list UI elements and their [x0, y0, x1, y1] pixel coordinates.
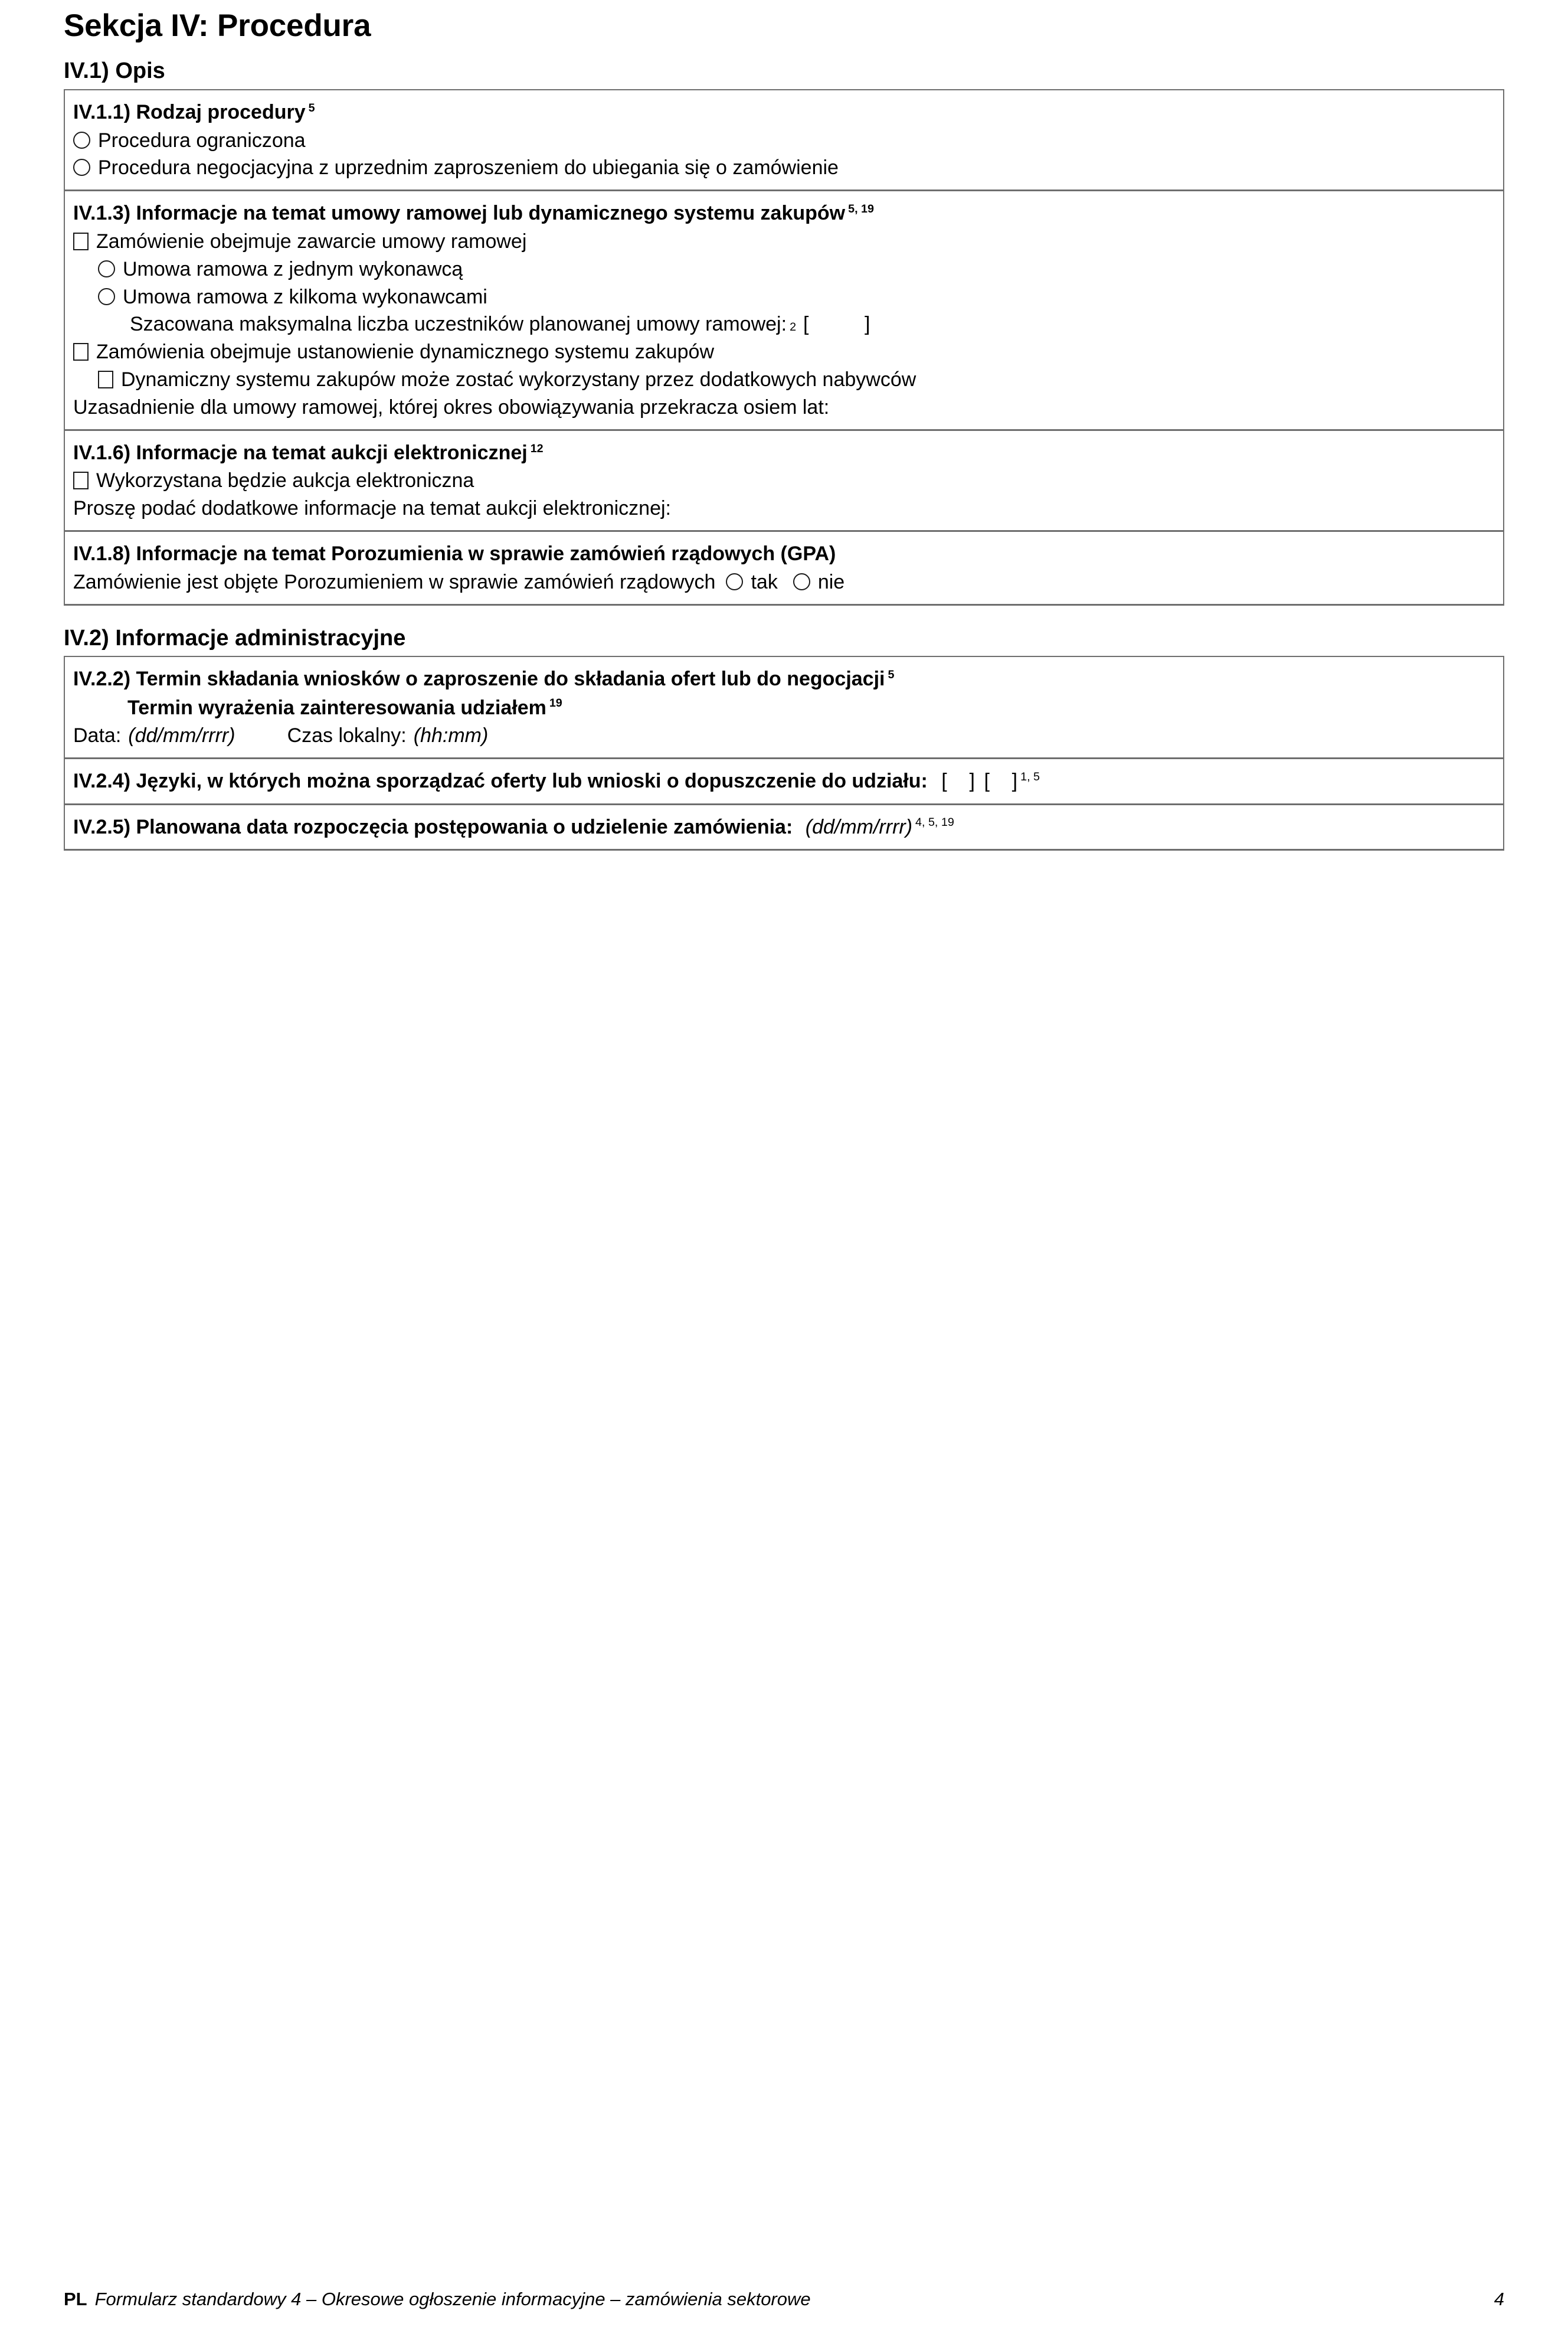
checkbox-option-label: Wykorzystana będzie aukcja elektroniczna	[96, 469, 474, 492]
footnote-ref: 4, 5, 19	[915, 816, 954, 829]
max-participants-row: Szacowana maksymalna liczba uczestników planowanej umowy ramowej: 2 [ ]	[73, 311, 1495, 338]
radio-icon[interactable]	[98, 260, 115, 277]
checkbox-option-dynamiczny-system[interactable]	[73, 339, 1495, 365]
gpa-statement-label: Zamówienie jest objęte Porozumieniem w sprawie zamówień rządowych	[73, 570, 716, 593]
checkbox-option-label: Zamówienie obejmuje zawarcie umowy ramowej	[96, 230, 527, 253]
footnote-ref: 1, 5	[1020, 770, 1040, 783]
subsection-heading-iv2-2-text2: Termin wyrażenia zainteresowania udziałem	[127, 696, 546, 719]
subsection-heading-iv2-5-text: IV.2.5) Planowana data rozpoczęcia postępowania o udzielenie zamówienia	[73, 815, 786, 838]
box-iv2-2	[64, 656, 1504, 759]
gpa-statement-row	[73, 569, 1495, 596]
subsection-heading-iv2-2-text: IV.2.2) Termin składania wniosków o zaproszenie do składania ofert lub do negocjacji	[73, 668, 885, 691]
box-iv1-3	[64, 190, 1504, 431]
subsection-heading-iv1-1-text: IV.1.1) Rodzaj procedury	[73, 101, 306, 124]
radio-option-umowa-kilku-wykonawcow[interactable]	[73, 284, 1495, 311]
max-participants-label: Szacowana maksymalna liczba uczestników planowanej umowy ramowej:	[130, 313, 787, 336]
page-footer	[64, 2289, 1504, 2310]
checkbox-option-label: Dynamiczny systemu zakupów może zostać wykorzystany przez dodatkowych nabywców	[121, 368, 916, 391]
subsection-heading-iv1-6	[73, 440, 1495, 466]
footnote-ref: 12	[530, 442, 544, 455]
checkbox-icon[interactable]	[73, 343, 89, 361]
footnote-ref: 5	[888, 668, 895, 681]
radio-option-umowa-jeden-wykonawca[interactable]	[73, 256, 1495, 283]
gpa-option-no-label: nie	[817, 570, 845, 593]
box-iv2-4	[64, 758, 1504, 805]
subsection-heading-iv1-6-text: IV.1.6) Informacje na temat aukcji elektronicznej	[73, 441, 528, 464]
radio-icon[interactable]	[73, 132, 90, 149]
subsection-heading-iv1-3	[73, 201, 1495, 226]
subsection-heading-iv2-4-text: IV.2.4) Języki, w których można sporządzać oferty lub wnioski o dopuszczenie do udziału:	[73, 770, 928, 793]
box-iv1-8	[64, 531, 1504, 605]
radio-option-procedura-ograniczona[interactable]	[73, 128, 1495, 154]
group-heading-iv1: IV.1) Opis	[64, 58, 165, 84]
language-field-2[interactable]: [ ]	[984, 770, 1018, 793]
footnote-ref: 5, 19	[848, 202, 874, 215]
checkbox-option-dodatkowi-nabywcy[interactable]	[73, 367, 1495, 393]
subsection-heading-iv2-4	[73, 769, 1495, 794]
footer-page-number: 4	[1494, 2289, 1504, 2309]
box-iv1-1	[64, 89, 1504, 191]
gpa-option-yes-label: tak	[751, 570, 778, 593]
radio-option-procedura-negocjacyjna[interactable]	[73, 155, 1495, 181]
checkbox-icon[interactable]	[73, 472, 89, 489]
box-iv2-5	[64, 804, 1504, 851]
box-iv1-6	[64, 430, 1504, 532]
radio-option-label: Procedura negocjacyjna z uprzednim zaproszeniem do ubiegania się o zamówienie	[98, 156, 839, 179]
checkbox-option-umowa-ramowa[interactable]	[73, 228, 1495, 255]
radio-option-label: Procedura ograniczona	[98, 129, 306, 152]
footer-left-group	[64, 2289, 811, 2310]
date-time-row	[73, 723, 1495, 749]
subsection-heading-iv2-2-line1	[73, 666, 1495, 692]
date-input[interactable]: (dd/mm/rrrr)	[128, 724, 235, 747]
radio-option-label: Umowa ramowa z jednym wykonawcą	[123, 257, 463, 280]
subsection-heading-iv2-2-line2	[73, 695, 1495, 721]
radio-icon[interactable]	[726, 573, 743, 590]
subsection-heading-iv1-8: IV.1.8) Informacje na temat Porozumienia w sprawie zamówień rządowych (GPA)	[73, 543, 836, 566]
footer-form-description: Formularz standardowy 4 – Okresowe ogłoszenie informacyjne – zamówienia sektorowe	[94, 2289, 811, 2309]
checkbox-icon[interactable]	[73, 233, 89, 250]
date-label: Data:	[73, 724, 122, 747]
eauction-additional-info-label: Proszę podać dodatkowe informacje na temat aukcji elektronicznej:	[73, 497, 671, 520]
checkbox-icon[interactable]	[98, 371, 113, 388]
language-field-1[interactable]: [ ]	[941, 770, 975, 793]
radio-icon[interactable]	[73, 159, 90, 176]
subsection-heading-iv1-1	[73, 100, 1495, 125]
footnote-ref: 19	[549, 697, 562, 710]
radio-option-label: Umowa ramowa z kilkoma wykonawcami	[123, 285, 487, 308]
radio-icon[interactable]	[98, 288, 115, 305]
framework-justification-label: Uzasadnienie dla umowy ramowej, której okres obowiązywania przekracza osiem lat:	[73, 396, 830, 419]
group-heading-iv2: IV.2) Informacje administracyjne	[64, 625, 406, 651]
max-participants-input[interactable]: [ ]	[803, 313, 870, 336]
footnote-ref: 5	[308, 101, 315, 115]
page-title: Sekcja IV: Procedura	[64, 8, 371, 43]
local-time-label: Czas lokalny:	[287, 724, 407, 747]
heading-separator: :	[785, 815, 793, 838]
local-time-input[interactable]: (hh:mm)	[413, 724, 489, 747]
checkbox-option-aukcja-elektroniczna[interactable]	[73, 468, 1495, 494]
subsection-heading-iv2-5	[73, 815, 1495, 840]
radio-icon[interactable]	[793, 573, 810, 590]
footer-language-code: PL	[64, 2289, 87, 2309]
checkbox-option-label: Zamówienia obejmuje ustanowienie dynamicznego systemu zakupów	[96, 341, 714, 364]
subsection-heading-iv1-3-text: IV.1.3) Informacje na temat umowy ramowej lub dynamicznego systemu zakupów	[73, 202, 846, 225]
start-date-input[interactable]: (dd/mm/rrrr)	[805, 815, 913, 838]
